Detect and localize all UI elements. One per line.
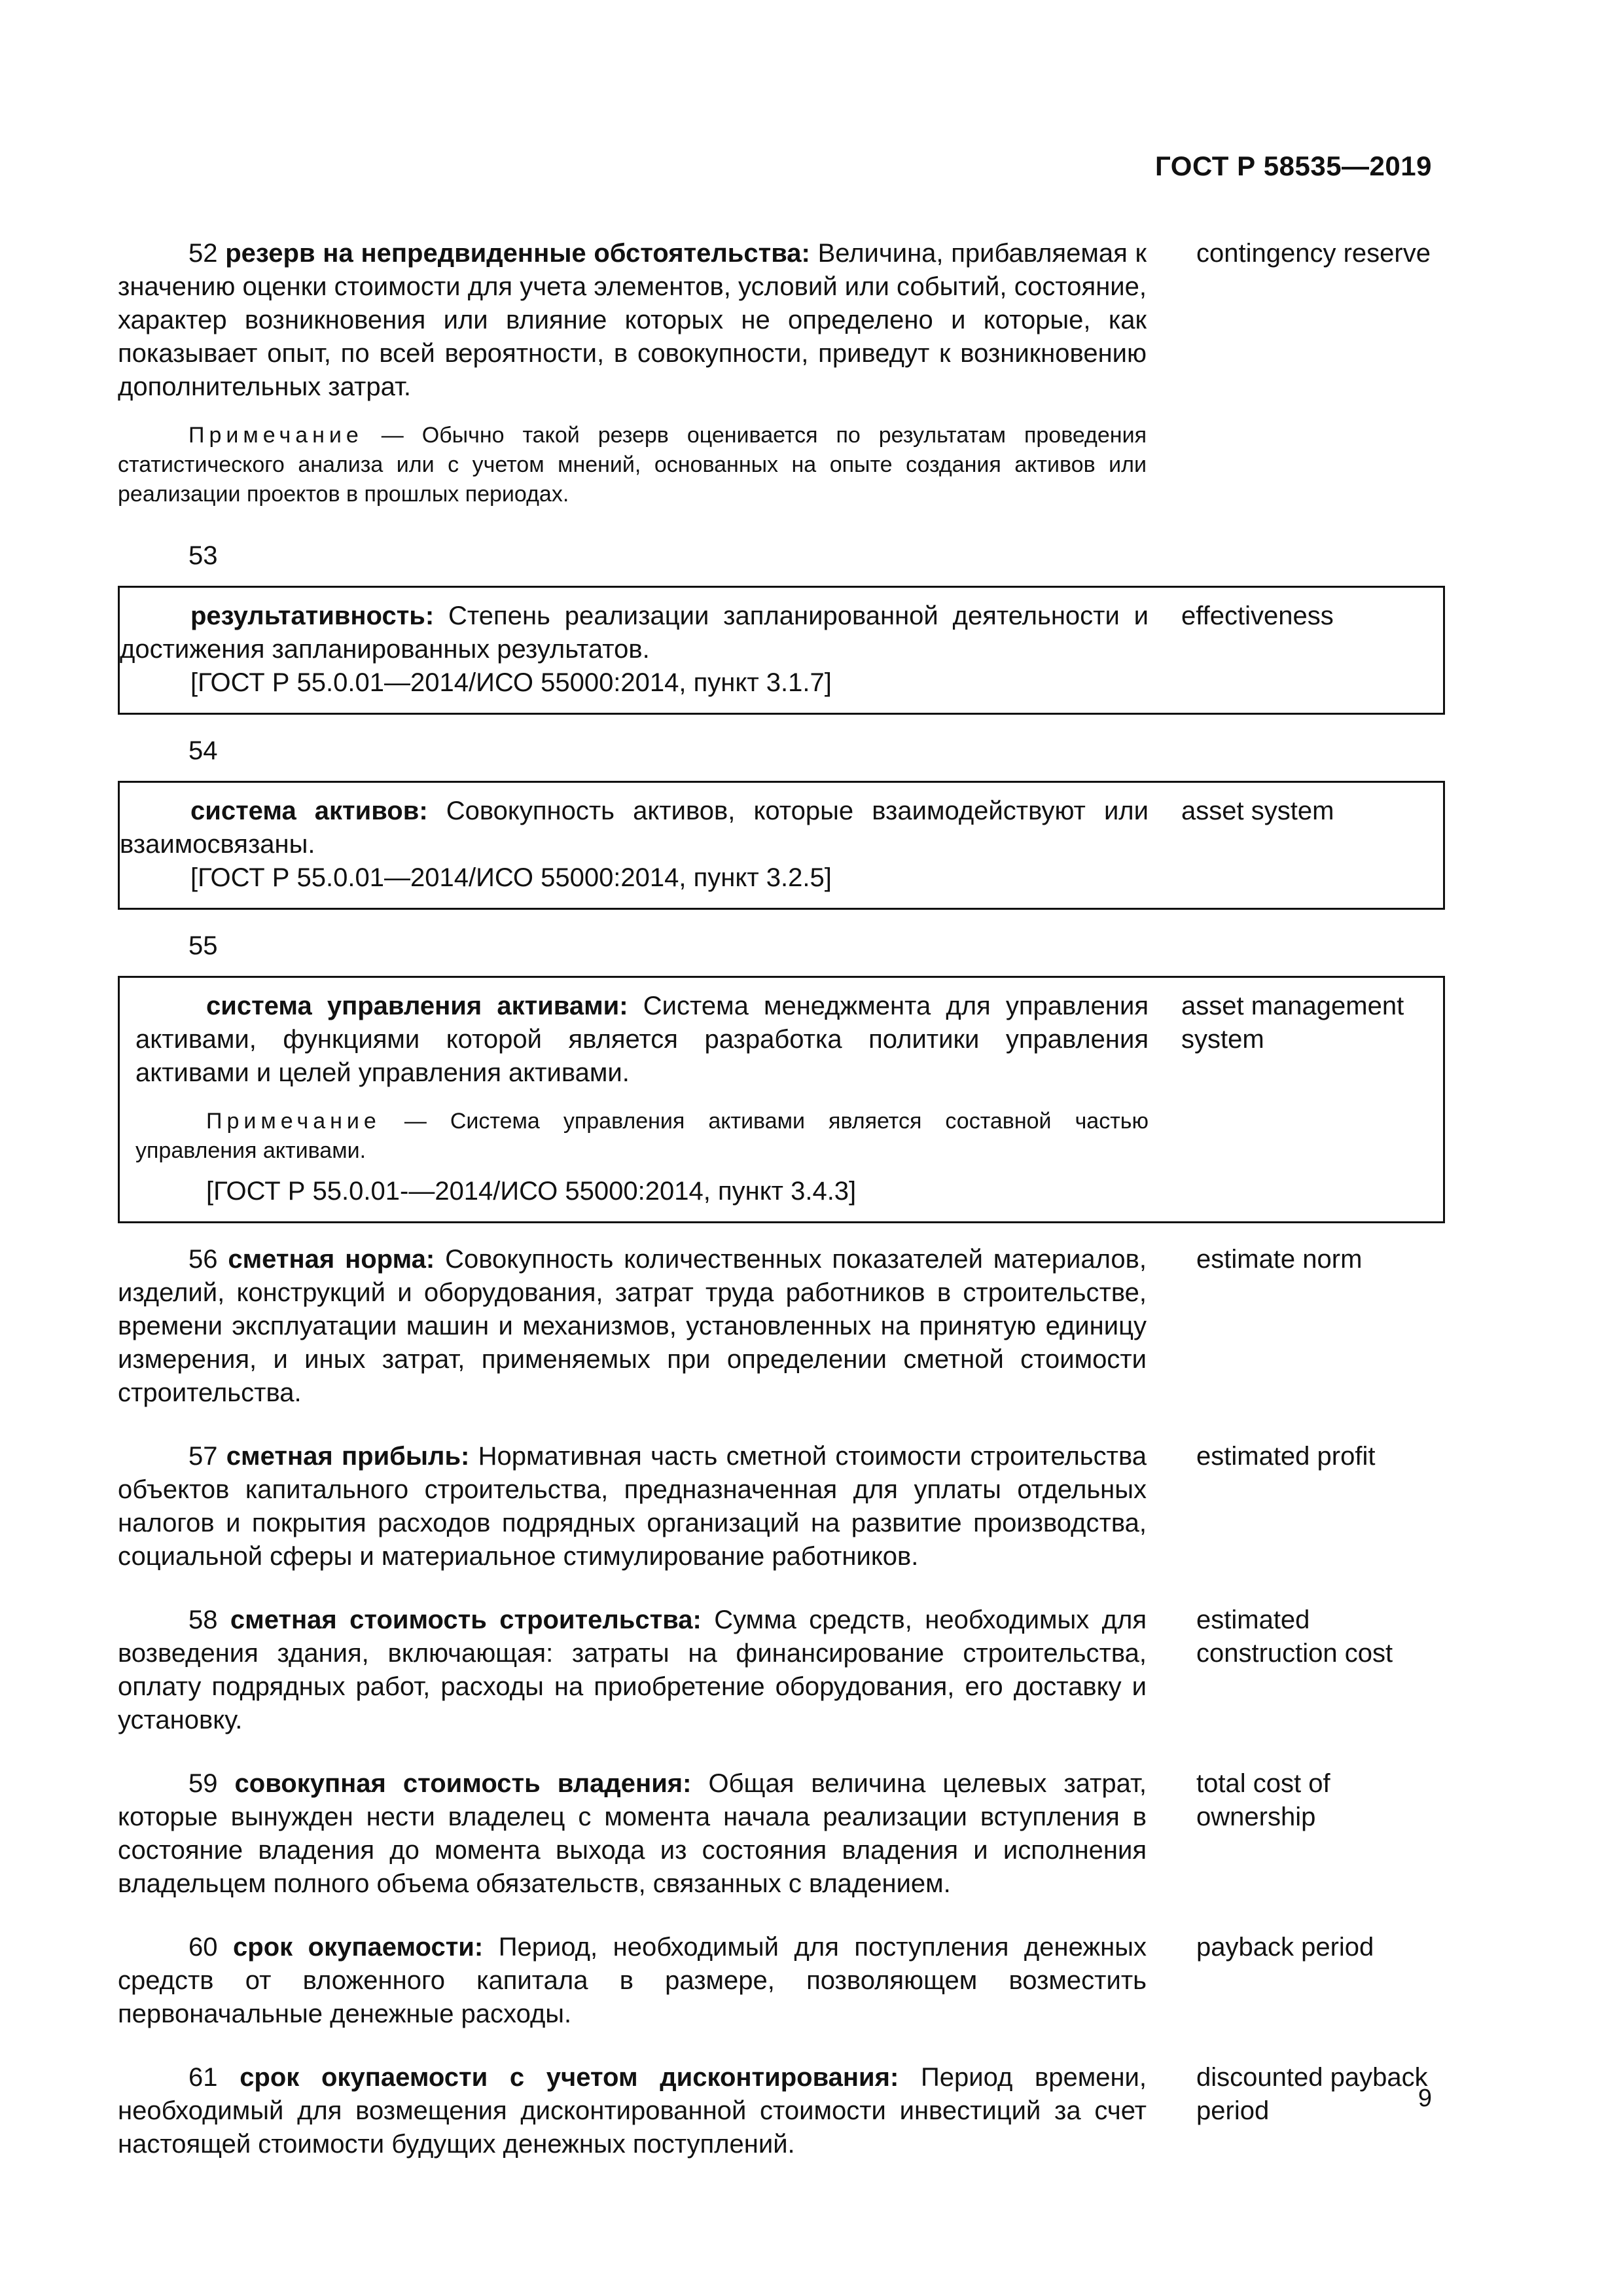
term-number: 52 xyxy=(188,239,218,268)
term-title: сметная прибыль: xyxy=(226,1442,470,1471)
term-en: estimate norm xyxy=(1196,1245,1363,1274)
term-entry-56 xyxy=(118,1243,1445,1410)
term-entry-52 xyxy=(118,237,1445,404)
term-ru xyxy=(118,1440,1147,1573)
term-ru xyxy=(118,1604,1147,1737)
term-number: 58 xyxy=(188,1605,218,1634)
page-number: 9 xyxy=(1418,2085,1432,2112)
term-title: срок окупаемости с учетом дисконтирования: xyxy=(240,2063,899,2092)
document-header: ГОСТ Р 58535—2019 xyxy=(1155,151,1432,181)
term-entry-58 xyxy=(118,1604,1445,1737)
term-definition: Система менеджмента для управления активами, функциями которой является разработка политики управления активами и целей управления активами. xyxy=(135,992,1149,1087)
term-definition: Период времени, необходимый для возмещения дисконтированной стоимости инвестиций за счет настоящей стоимости будущих денежных поступлений. xyxy=(118,2063,1147,2159)
term-title: совокупная стоимость владения: xyxy=(234,1769,692,1798)
term-en: asset system xyxy=(1181,797,1334,825)
term-en: payback period xyxy=(1196,1933,1374,1962)
term-number: 59 xyxy=(188,1769,218,1798)
note-label: Примечание xyxy=(206,1109,381,1134)
term-title: сметная стоимость строительства: xyxy=(230,1605,702,1634)
term-number: 57 xyxy=(188,1442,218,1471)
term-entry-59 xyxy=(118,1767,1445,1901)
term-ru xyxy=(118,237,1147,404)
term-note xyxy=(118,421,1147,509)
note-label: Примечание xyxy=(188,423,363,448)
term-entry-55 xyxy=(118,976,1445,1223)
term-title: сметная норма: xyxy=(228,1245,435,1274)
term-number: 53 xyxy=(188,541,218,570)
term-definition: Степень реализации запланированной деятельности и достижения запланированных результатов. xyxy=(120,601,1149,664)
term-definition: Период, необходимый для поступления денежных средств от вложенного капитала в размере, позволяющем возместить первоначальные денежные расходы. xyxy=(118,1933,1147,2028)
term-source: [ГОСТ Р 55.0.01-—2014/ИСО 55000:2014, пункт 3.4.3] xyxy=(206,1177,857,1206)
term-number: 55 xyxy=(188,931,218,960)
term-en: discounted payback period xyxy=(1196,2063,1428,2125)
term-title: система активов: xyxy=(190,797,428,825)
term-definition: Общая величина целевых затрат, которые вынужден нести владелец с момента начала реализации вступления в состояние владения до момента выхода из состояния владения и исполнения владельцем полного объема обязательств, связанных с владением. xyxy=(118,1769,1147,1898)
term-definition: Нормативная часть сметной стоимости строительства объектов капитального строительства, предназначенная для уплаты отдельных налогов и покрытия расходов подрядных организаций на развитие производства, социальной сферы и материальное стимулирование работников. xyxy=(118,1442,1147,1571)
term-number: 56 xyxy=(188,1245,218,1274)
term-en: contingency reserve xyxy=(1196,239,1431,268)
term-en: effectiveness xyxy=(1181,601,1334,630)
note-text: — Система управления активами является составной частью управления активами. xyxy=(135,1109,1149,1163)
term-title: результативность: xyxy=(190,601,435,630)
term-ru xyxy=(118,1931,1147,2031)
term-note xyxy=(120,1107,1149,1166)
term-ru xyxy=(118,1767,1147,1901)
term-ru xyxy=(120,795,1149,861)
term-title: система управления активами: xyxy=(206,992,628,1020)
term-definition: Совокупность активов, которые взаимодействуют или взаимосвязаны. xyxy=(120,797,1149,859)
term-en: estimated profit xyxy=(1196,1442,1376,1471)
term-definition: Сумма средств, необходимых для возведения здания, включающая: затраты на финансирование строительства, оплату подрядных работ, расходы на приобретение оборудования, его доставку и установку. xyxy=(118,1605,1147,1734)
term-entry-54 xyxy=(118,781,1445,910)
note-text: — Обычно такой резерв оценивается по результатам проведения статистического анализа или с учетом мнений, основанных на опыте создания активов или реализации проектов в прошлых периодах. xyxy=(118,423,1147,507)
term-ru xyxy=(118,2061,1147,2161)
term-ru xyxy=(120,600,1149,666)
term-ru xyxy=(118,1243,1147,1410)
term-entry-53 xyxy=(118,586,1445,715)
term-number: 54 xyxy=(188,736,218,765)
term-entry-57 xyxy=(118,1440,1445,1573)
term-en: estimated construction cost xyxy=(1196,1605,1393,1668)
term-number: 60 xyxy=(188,1933,218,1962)
term-source: [ГОСТ Р 55.0.01—2014/ИСО 55000:2014, пункт 3.1.7] xyxy=(190,668,832,697)
terms-list xyxy=(118,237,1445,2161)
term-definition: Величина, прибавляемая к значению оценки стоимости для учета элементов, условий или событий, состояние, характер возникновения или влияние которых не определено и которые, как показывает опыт, по всей вероятности, в совокупности, приведут к возникновению дополнительных затрат. xyxy=(118,239,1147,401)
term-title: резерв на непредвиденные обстоятельства: xyxy=(225,239,810,268)
term-definition: Совокупность количественных показателей материалов, изделий, конструкций и оборудования, затрат труда работников в строительстве, времени эксплуатации машин и механизмов, установленных на принятую единицу измерения, и иных затрат, применяемых при определении сметной стоимости строительства. xyxy=(118,1245,1147,1407)
term-en: total cost of ownership xyxy=(1196,1769,1330,1831)
term-entry-60 xyxy=(118,1931,1445,2031)
term-number: 61 xyxy=(188,2063,218,2092)
term-title: срок окупаемости: xyxy=(233,1933,484,1962)
term-entry-61 xyxy=(118,2061,1445,2161)
term-source: [ГОСТ Р 55.0.01—2014/ИСО 55000:2014, пункт 3.2.5] xyxy=(190,863,832,892)
term-ru xyxy=(120,990,1149,1090)
term-en: asset management system xyxy=(1181,992,1404,1054)
